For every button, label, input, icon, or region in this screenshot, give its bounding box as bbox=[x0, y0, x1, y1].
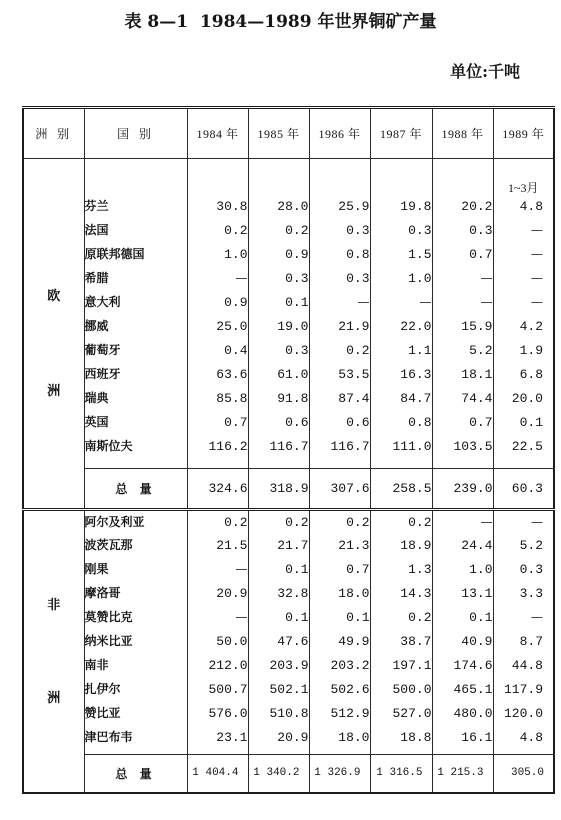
value-cell: 85.8 bbox=[187, 387, 248, 411]
value-cell: 0.3 bbox=[248, 339, 309, 363]
value-cell: 22.0 bbox=[370, 315, 432, 339]
table-row bbox=[23, 291, 554, 315]
value-cell: — bbox=[493, 510, 554, 534]
value-cell: 1.5 bbox=[370, 243, 432, 267]
table-row bbox=[23, 435, 554, 459]
table-row bbox=[23, 702, 554, 726]
table-row bbox=[23, 606, 554, 630]
country-name: 波茨瓦那 bbox=[84, 534, 187, 558]
value-cell: 212.0 bbox=[187, 654, 248, 678]
total-value: 307.6 bbox=[309, 469, 370, 510]
value-cell bbox=[248, 159, 309, 195]
table-row bbox=[23, 195, 554, 219]
value-cell: 0.2 bbox=[370, 606, 432, 630]
total-value: 1 326.9 bbox=[309, 755, 370, 793]
value-cell: 6.8 bbox=[493, 363, 554, 387]
value-cell: 0.2 bbox=[370, 510, 432, 534]
spacer-cell bbox=[248, 459, 309, 469]
total-label: 总 量 bbox=[84, 755, 187, 793]
value-cell: — bbox=[370, 291, 432, 315]
table-row bbox=[23, 411, 554, 435]
value-cell: 13.1 bbox=[432, 582, 493, 606]
value-cell: 0.1 bbox=[493, 411, 554, 435]
value-cell: 480.0 bbox=[432, 702, 493, 726]
value-cell: 49.9 bbox=[309, 630, 370, 654]
table-body bbox=[23, 159, 554, 793]
value-cell: 203.9 bbox=[248, 654, 309, 678]
value-cell: 1.0 bbox=[187, 243, 248, 267]
value-cell: 61.0 bbox=[248, 363, 309, 387]
value-cell: 18.1 bbox=[432, 363, 493, 387]
value-cell: 19.0 bbox=[248, 315, 309, 339]
value-cell: 0.2 bbox=[248, 219, 309, 243]
value-cell: 50.0 bbox=[187, 630, 248, 654]
table-row bbox=[23, 678, 554, 702]
value-cell: 0.4 bbox=[187, 339, 248, 363]
country-name: 英国 bbox=[84, 411, 187, 435]
table-row bbox=[23, 243, 554, 267]
value-cell: 0.8 bbox=[309, 243, 370, 267]
country-name: 原联邦德国 bbox=[84, 243, 187, 267]
value-cell: 120.0 bbox=[493, 702, 554, 726]
table-row bbox=[23, 582, 554, 606]
value-cell: 502.6 bbox=[309, 678, 370, 702]
header-1989: 1989 年 bbox=[493, 108, 554, 159]
value-cell: — bbox=[432, 267, 493, 291]
table-header bbox=[23, 108, 554, 159]
value-cell: 1.0 bbox=[370, 267, 432, 291]
spacer-cell bbox=[370, 459, 432, 469]
value-cell: 25.9 bbox=[309, 195, 370, 219]
value-cell bbox=[309, 159, 370, 195]
value-cell: 16.1 bbox=[432, 726, 493, 750]
country-name: 摩洛哥 bbox=[84, 582, 187, 606]
header-1986: 1986 年 bbox=[309, 108, 370, 159]
table-row bbox=[23, 339, 554, 363]
value-cell: 0.6 bbox=[309, 411, 370, 435]
total-value: 1 404.4 bbox=[187, 755, 248, 793]
value-cell: 465.1 bbox=[432, 678, 493, 702]
value-cell: 0.2 bbox=[248, 510, 309, 534]
value-cell: — bbox=[493, 606, 554, 630]
value-cell: 174.6 bbox=[432, 654, 493, 678]
continent-cell bbox=[23, 510, 84, 793]
table-row bbox=[23, 630, 554, 654]
value-cell: — bbox=[493, 243, 554, 267]
header-country: 国 别 bbox=[84, 108, 187, 159]
total-value: 324.6 bbox=[187, 469, 248, 510]
header-continent: 洲 别 bbox=[23, 108, 84, 159]
value-cell: 527.0 bbox=[370, 702, 432, 726]
table-row bbox=[23, 363, 554, 387]
value-cell: 18.9 bbox=[370, 534, 432, 558]
header-1984: 1984 年 bbox=[187, 108, 248, 159]
value-cell: 15.9 bbox=[432, 315, 493, 339]
country-name: 西班牙 bbox=[84, 363, 187, 387]
country-name: 赞比亚 bbox=[84, 702, 187, 726]
value-cell: 8.7 bbox=[493, 630, 554, 654]
value-cell: 91.8 bbox=[248, 387, 309, 411]
copper-production-table bbox=[22, 106, 555, 794]
header-1985: 1985 年 bbox=[248, 108, 309, 159]
spacer-cell bbox=[187, 459, 248, 469]
value-cell bbox=[432, 159, 493, 195]
value-cell: 0.2 bbox=[309, 510, 370, 534]
value-cell: 21.9 bbox=[309, 315, 370, 339]
value-cell: 18.0 bbox=[309, 582, 370, 606]
value-cell: 0.1 bbox=[248, 606, 309, 630]
value-cell: — bbox=[187, 606, 248, 630]
value-cell: 500.0 bbox=[370, 678, 432, 702]
value-cell: 19.8 bbox=[370, 195, 432, 219]
value-cell: — bbox=[309, 291, 370, 315]
value-cell: 0.2 bbox=[187, 219, 248, 243]
continent-char: 洲 bbox=[47, 384, 61, 399]
value-cell: 0.3 bbox=[309, 267, 370, 291]
value-cell: 24.4 bbox=[432, 534, 493, 558]
country-name: 意大利 bbox=[84, 291, 187, 315]
table-row bbox=[23, 315, 554, 339]
country-name: 莫赞比克 bbox=[84, 606, 187, 630]
continent-char: 非 bbox=[47, 598, 61, 613]
value-cell: 4.2 bbox=[493, 315, 554, 339]
value-cell: 1.3 bbox=[370, 558, 432, 582]
value-cell: 0.1 bbox=[248, 558, 309, 582]
spacer-cell bbox=[493, 459, 554, 469]
country-name: 南非 bbox=[84, 654, 187, 678]
value-cell: 40.9 bbox=[432, 630, 493, 654]
total-value: 60.3 bbox=[493, 469, 554, 510]
total-value: 305.0 bbox=[493, 755, 554, 793]
value-cell: 18.8 bbox=[370, 726, 432, 750]
value-cell: 111.0 bbox=[370, 435, 432, 459]
value-cell: 25.0 bbox=[187, 315, 248, 339]
unit-label: 单位:千吨 bbox=[450, 62, 520, 81]
country-cell bbox=[84, 159, 187, 195]
continent-char: 洲 bbox=[47, 691, 61, 706]
value-cell: 512.9 bbox=[309, 702, 370, 726]
value-cell: 3.3 bbox=[493, 582, 554, 606]
value-cell: 32.8 bbox=[248, 582, 309, 606]
value-cell: 23.1 bbox=[187, 726, 248, 750]
value-cell: 0.3 bbox=[309, 219, 370, 243]
value-cell: 1.1 bbox=[370, 339, 432, 363]
country-name: 阿尔及利亚 bbox=[84, 510, 187, 534]
value-cell: 0.7 bbox=[309, 558, 370, 582]
value-cell: 116.7 bbox=[248, 435, 309, 459]
value-cell: — bbox=[432, 510, 493, 534]
value-cell: 0.1 bbox=[248, 291, 309, 315]
page-title: 表 8—1 1984—1989 年世界铜矿产量 bbox=[124, 12, 437, 32]
table-header-row bbox=[23, 108, 554, 159]
country-name: 芬兰 bbox=[84, 195, 187, 219]
value-cell: 4.8 bbox=[493, 195, 554, 219]
note-1989: 1~3月 bbox=[493, 159, 554, 195]
value-cell: 0.3 bbox=[370, 219, 432, 243]
value-cell: 0.9 bbox=[248, 243, 309, 267]
value-cell: 0.2 bbox=[187, 510, 248, 534]
value-cell: 18.0 bbox=[309, 726, 370, 750]
value-cell: 84.7 bbox=[370, 387, 432, 411]
value-cell: 0.7 bbox=[432, 243, 493, 267]
table-row bbox=[23, 219, 554, 243]
value-cell: 502.1 bbox=[248, 678, 309, 702]
total-value: 239.0 bbox=[432, 469, 493, 510]
value-cell: 63.6 bbox=[187, 363, 248, 387]
value-cell: 4.8 bbox=[493, 726, 554, 750]
country-name: 法国 bbox=[84, 219, 187, 243]
value-cell: 117.9 bbox=[493, 678, 554, 702]
value-cell: 20.0 bbox=[493, 387, 554, 411]
value-cell: 74.4 bbox=[432, 387, 493, 411]
value-cell: 0.3 bbox=[493, 558, 554, 582]
total-value: 258.5 bbox=[370, 469, 432, 510]
country-name: 瑞典 bbox=[84, 387, 187, 411]
value-cell: 20.9 bbox=[187, 582, 248, 606]
value-cell: 21.5 bbox=[187, 534, 248, 558]
value-cell: 0.3 bbox=[248, 267, 309, 291]
spacer-cell bbox=[309, 459, 370, 469]
table-row bbox=[23, 534, 554, 558]
total-value: 318.9 bbox=[248, 469, 309, 510]
total-row bbox=[23, 755, 554, 793]
value-cell: 0.7 bbox=[432, 411, 493, 435]
country-name: 津巴布韦 bbox=[84, 726, 187, 750]
total-value: 1 215.3 bbox=[432, 755, 493, 793]
table-row bbox=[23, 510, 554, 534]
value-cell: 14.3 bbox=[370, 582, 432, 606]
value-cell: 5.2 bbox=[493, 534, 554, 558]
value-cell: 116.2 bbox=[187, 435, 248, 459]
total-label: 总 量 bbox=[84, 469, 187, 510]
table-row bbox=[23, 654, 554, 678]
country-name: 葡萄牙 bbox=[84, 339, 187, 363]
value-cell: 510.8 bbox=[248, 702, 309, 726]
value-cell: — bbox=[493, 267, 554, 291]
country-name: 南斯位夫 bbox=[84, 435, 187, 459]
value-cell: 44.8 bbox=[493, 654, 554, 678]
value-cell: 22.5 bbox=[493, 435, 554, 459]
value-cell: 87.4 bbox=[309, 387, 370, 411]
table-row bbox=[23, 558, 554, 582]
spacer-row bbox=[23, 459, 554, 469]
value-cell: 28.0 bbox=[248, 195, 309, 219]
value-cell: 0.1 bbox=[432, 606, 493, 630]
continent-char: 欧 bbox=[47, 289, 61, 304]
value-cell: 53.5 bbox=[309, 363, 370, 387]
country-name: 挪威 bbox=[84, 315, 187, 339]
value-cell: 38.7 bbox=[370, 630, 432, 654]
table-row bbox=[23, 726, 554, 750]
value-cell: 0.1 bbox=[309, 606, 370, 630]
value-cell: — bbox=[493, 291, 554, 315]
value-cell: — bbox=[432, 291, 493, 315]
value-cell: 0.3 bbox=[432, 219, 493, 243]
value-cell bbox=[187, 159, 248, 195]
note-row bbox=[23, 159, 554, 195]
country-name: 刚果 bbox=[84, 558, 187, 582]
value-cell: 20.2 bbox=[432, 195, 493, 219]
country-name: 希腊 bbox=[84, 267, 187, 291]
spacer-cell bbox=[432, 459, 493, 469]
value-cell: 47.6 bbox=[248, 630, 309, 654]
value-cell: 500.7 bbox=[187, 678, 248, 702]
value-cell: — bbox=[493, 219, 554, 243]
country-name: 扎伊尔 bbox=[84, 678, 187, 702]
value-cell: 1.0 bbox=[432, 558, 493, 582]
value-cell: 20.9 bbox=[248, 726, 309, 750]
header-1988: 1988 年 bbox=[432, 108, 493, 159]
value-cell: 30.8 bbox=[187, 195, 248, 219]
value-cell: 197.1 bbox=[370, 654, 432, 678]
total-row bbox=[23, 469, 554, 510]
value-cell: — bbox=[187, 267, 248, 291]
value-cell: 103.5 bbox=[432, 435, 493, 459]
total-value: 1 340.2 bbox=[248, 755, 309, 793]
value-cell: — bbox=[187, 558, 248, 582]
value-cell: 16.3 bbox=[370, 363, 432, 387]
value-cell: 0.7 bbox=[187, 411, 248, 435]
value-cell: 0.9 bbox=[187, 291, 248, 315]
value-cell: 21.7 bbox=[248, 534, 309, 558]
table-row bbox=[23, 387, 554, 411]
value-cell: 21.3 bbox=[309, 534, 370, 558]
value-cell: 116.7 bbox=[309, 435, 370, 459]
value-cell: 5.2 bbox=[432, 339, 493, 363]
header-1987: 1987 年 bbox=[370, 108, 432, 159]
value-cell: 203.2 bbox=[309, 654, 370, 678]
value-cell: 0.6 bbox=[248, 411, 309, 435]
total-value: 1 316.5 bbox=[370, 755, 432, 793]
value-cell bbox=[370, 159, 432, 195]
continent-cell bbox=[23, 159, 84, 510]
value-cell: 1.9 bbox=[493, 339, 554, 363]
value-cell: 0.2 bbox=[309, 339, 370, 363]
spacer-cell bbox=[84, 459, 187, 469]
value-cell: 576.0 bbox=[187, 702, 248, 726]
country-name: 纳米比亚 bbox=[84, 630, 187, 654]
value-cell: 0.8 bbox=[370, 411, 432, 435]
table-row bbox=[23, 267, 554, 291]
